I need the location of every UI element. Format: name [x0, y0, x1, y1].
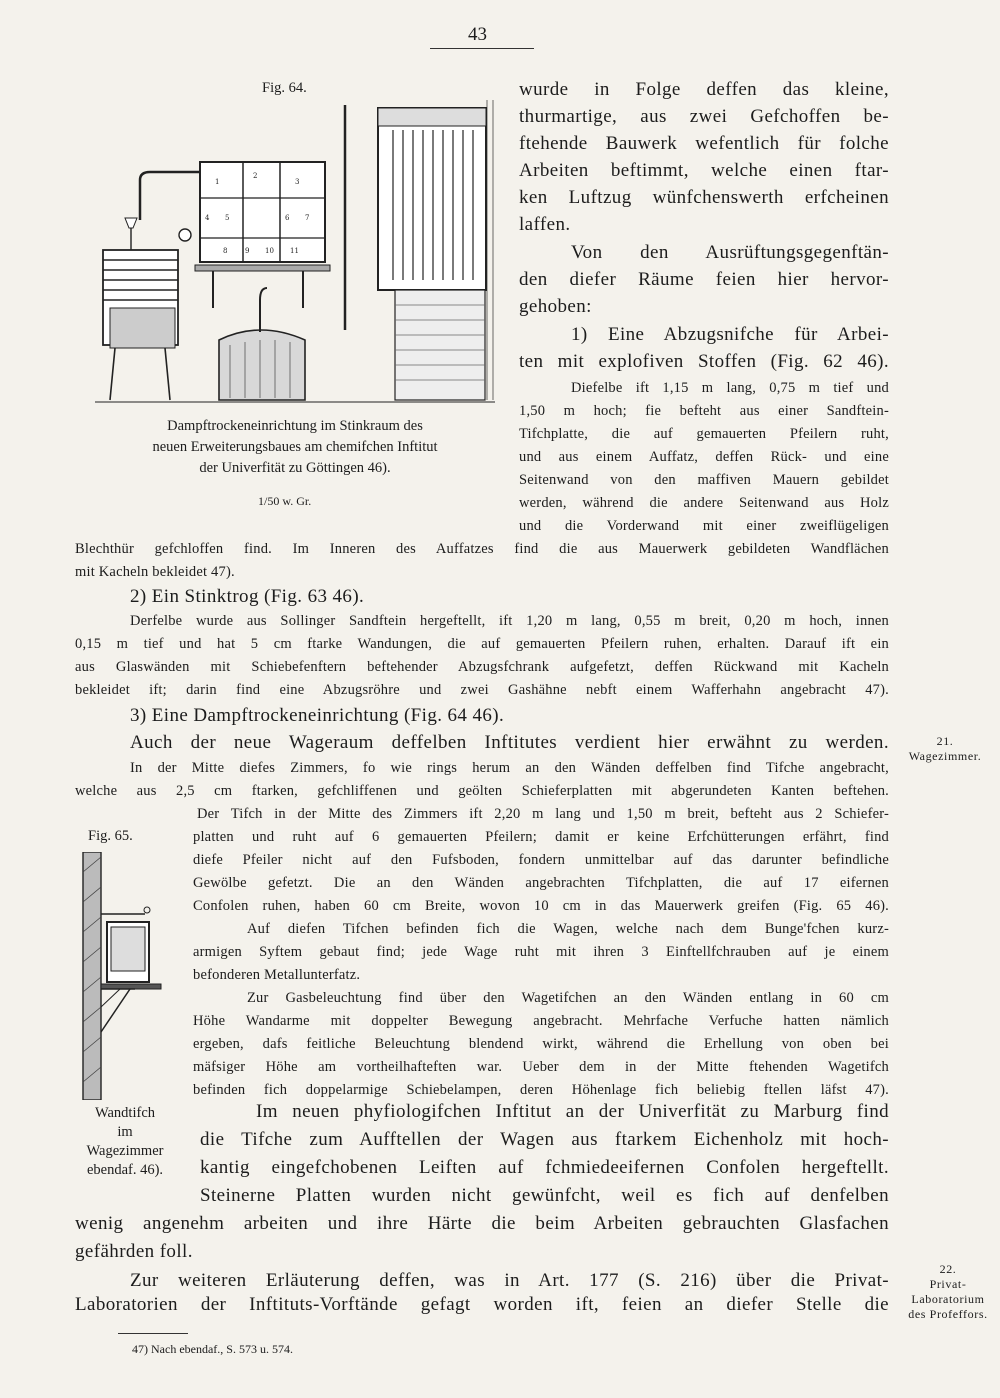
right-large-8: den diefer Räume feien hier hervor-: [519, 269, 889, 290]
fig65-caption: [66, 1104, 184, 1180]
wage-ind-11: ergeben, dafs feitliche Beleuchtung blendend wirkt, während die Erhellung von oben bei: [193, 1036, 889, 1052]
cell-7-label: 7: [305, 214, 310, 222]
wage-ind-7: armigen Syftem gebaut find; jede Wage ruht mit ihren 3 Einftellfchrauben auf je einem: [193, 944, 889, 960]
right-large-10: 1) Eine Abzugsnifche für Arbei-: [571, 324, 889, 345]
right-large-5: ken Luftzug wünfchenswerth erfcheinen: [519, 187, 889, 208]
privat-line-2: Laboratorien der Inftituts-Vorftände gefagt worden ift, feien an diefer Stelle die: [75, 1294, 889, 1315]
fig65-caption-line-2: im: [117, 1124, 133, 1140]
cell-11-label: 11: [290, 247, 299, 255]
fig64-caption-line-3: der Univerfität zu Göttingen 46).: [199, 460, 391, 476]
cell-8-label: 8: [223, 247, 228, 255]
cell-6-label: 6: [285, 214, 290, 222]
fig65-label: Fig. 65.: [88, 828, 133, 844]
right-large-9: gehoben:: [519, 296, 592, 317]
heading-stinktrog: 2) Ein Stinktrog (Fig. 63 46).: [130, 586, 365, 607]
cell-4-label: 4: [205, 214, 210, 222]
margin-note-21: [898, 734, 992, 764]
full-small-2: mit Kacheln bekleidet 47).: [75, 564, 235, 580]
fig64-caption-line-2: neuen Erweiterungsbaues am chemifchen Inftitut: [152, 439, 438, 455]
fig64-illustration: [95, 100, 495, 412]
fig65-caption-line-4: ebendaf. 46).: [86, 1162, 164, 1178]
para2-line-1: Derfelbe wurde aus Sollinger Sandftein hergeftellt, ift 1,20 m lang, 0,55 m breit, 0,20 m hoch, innen: [130, 613, 889, 629]
wage-ind-2: platten und ruht auf 6 gemauerten Pfeilern; damit er keine Erfchütterungen erfährt, find: [193, 829, 889, 845]
privat-line-1: Zur weiteren Erläuterung deffen, was in Art. 177 (S. 216) über die Privat-: [130, 1270, 889, 1291]
fig64-label: Fig. 64.: [262, 80, 307, 96]
right-small-6: werden, während die andere Seitenwand aus Holz: [519, 495, 889, 511]
para2-line-2: 0,15 m tief und hat 5 cm ftarke Wandungen, die auf gemauerten Pfeilern ruhen, erhalten. Darauf ift ein: [75, 636, 889, 652]
marburg-full-1: wenig angenehm arbeiten und ihre Härte die beim Arbeiten gebrauchten Glasfachen: [75, 1213, 889, 1234]
right-small-7: und die Vorderwand mit einer zweiflügeligen: [519, 518, 889, 534]
wage-ind-4: Gewölbe gefetzt. Die an den Wänden angebrachten Tifchplatten, die auf 17 eifernen: [193, 875, 889, 891]
marburg-full-2: gefährden foll.: [75, 1241, 193, 1262]
wage-ind-13: befinden fich doppelarmige Schiebelampen, deren Höhenlage fich beliebig ftellen läfst 47).: [193, 1082, 889, 1098]
margin-note-22-line-3: des Profeffors.: [908, 1307, 988, 1321]
fig65-caption-line-3: Wagezimmer: [86, 1143, 164, 1159]
full-small-1: Blechthür gefchloffen find. Im Inneren des Auffatzes find die aus Mauerwerk gebildeten Wandflächen: [75, 541, 889, 557]
marburg-ind-4: Steinerne Platten wurden nicht gewünfcht, weil es fich auf denfelben: [200, 1185, 889, 1206]
wage-ind-12: mäfsiger Höhe am vortheilhafteften war. Ueber dem in der Mitte ftehenden Wagetifch: [193, 1059, 889, 1075]
right-large-7: Von den Ausrüftungsgegenftän-: [571, 242, 889, 263]
marburg-ind-3: kantig eingefchobenen Leiften auf fchmiedeeifernen Confolen hergeftellt.: [200, 1157, 889, 1178]
right-small-4: und aus einem Auffatz, deffen Rück- und eine: [519, 449, 889, 465]
right-large-6: laffen.: [519, 214, 571, 235]
fig64-caption-line-1: Dampftrockeneinrichtung im Stinkraum des: [167, 418, 423, 434]
wage-full-2: welche aus 2,5 cm ftarken, gefchliffenen und geölten Schieferplatten mit abgerundeten Kanten beftehen.: [75, 783, 889, 799]
cell-3-label: 3: [295, 178, 300, 186]
margin-note-21-title: Wagezimmer.: [908, 749, 982, 763]
wage-full-1: In der Mitte diefes Zimmers, fo wie rings herum an den Wänden deffelben find Tifche angebracht,: [130, 760, 889, 776]
cell-2-label: 2: [253, 172, 258, 180]
margin-note-22-line-1: Privat-: [929, 1277, 967, 1291]
wage-ind-5: Confolen ruhen, haben 60 cm Breite, wovon 10 cm in das Mauerwerk greifen (Fig. 65 46).: [193, 898, 889, 914]
fig64-caption: [95, 416, 495, 479]
margin-note-21-number: 21.: [936, 734, 954, 748]
margin-note-22-number: 22.: [939, 1262, 957, 1276]
wage-ind-1: Der Tifch in der Mitte des Zimmers ift 2,20 m lang und 1,50 m breit, befteht aus 2 Schiefer-: [197, 806, 889, 822]
fig65-illustration: [75, 852, 185, 1100]
fig65-caption-line-1: Wandtifch: [94, 1105, 156, 1121]
marburg-ind-2: die Tifche zum Aufftellen der Wagen aus ftarkem Eichenholz mit hoch-: [200, 1129, 889, 1150]
cell-9-label: 9: [245, 247, 250, 255]
wage-ind-6: Auf diefen Tifchen befinden fich die Wagen, welche nach dem Bunge'fchen kurz-: [247, 921, 889, 937]
margin-note-22: [898, 1262, 998, 1322]
footnote: 47) Nach ebendaf., S. 573 u. 574.: [132, 1342, 293, 1356]
right-large-2: thurmartige, aus zwei Gefchoffen be-: [519, 106, 889, 127]
right-large-3: ftehende Bauwerk wefentlich für folche: [519, 133, 889, 154]
para2-line-4: bekleidet ift; darin find eine Abzugsröhre und zwei Gashähne nebft einem Wafferhahn angebracht 47).: [75, 682, 889, 698]
heading-dampftrocken: 3) Eine Dampftrockeneinrichtung (Fig. 64 46).: [130, 705, 505, 726]
right-small-1: Diefelbe ift 1,15 m lang, 0,75 m tief und: [571, 380, 889, 396]
footnote-rule: [118, 1333, 188, 1334]
marburg-ind-1: Im neuen phyfiologifchen Inftitut an der Univerfität zu Marburg find: [256, 1101, 889, 1122]
right-small-5: Seitenwand von den maffiven Mauern gebildet: [519, 472, 889, 488]
right-small-2: 1,50 m hoch; fie befteht aus einer Sandftein-: [519, 403, 889, 419]
margin-note-22-line-2: Laboratorium: [911, 1292, 985, 1306]
right-small-3: Tifchplatte, die auf gemauerten Pfeilern ruht,: [519, 426, 889, 442]
header-rule: [430, 48, 534, 49]
large-line-wage: Auch der neue Wageraum deffelben Inftitutes verdient hier erwähnt zu werden.: [130, 732, 889, 753]
wage-ind-10: Höhe Wandarme mit doppelter Bewegung angebracht. Mehrfache Verfuche hatten nämlich: [193, 1013, 889, 1029]
para2-line-3: aus Glaswänden mit Schiebefenftern beftehender Abzugsfchrank aufgefetzt, deffen Rückwand mit Kacheln: [75, 659, 889, 675]
cell-10-label: 10: [265, 247, 274, 255]
fig64-scale: 1/50 w. Gr.: [258, 494, 312, 508]
cell-5-label: 5: [225, 214, 230, 222]
wage-ind-8: befonderen Metallunterfatz.: [193, 967, 361, 983]
right-large-11: ten mit explofiven Stoffen (Fig. 62 46).: [519, 351, 889, 372]
wage-ind-9: Zur Gasbeleuchtung find über den Wagetifchen an den Wänden entlang in 60 cm: [247, 990, 889, 1006]
cell-1-label: 1: [215, 178, 220, 186]
right-large-4: Arbeiten beftimmt, welche einen ftar-: [519, 160, 889, 181]
wage-ind-3: diefe Pfeiler nicht auf den Fufsboden, fondern unmittelbar auf das darunter befindliche: [193, 852, 889, 868]
right-large-1: wurde in Folge deffen das kleine,: [519, 79, 889, 100]
page-number: 43: [468, 24, 487, 45]
